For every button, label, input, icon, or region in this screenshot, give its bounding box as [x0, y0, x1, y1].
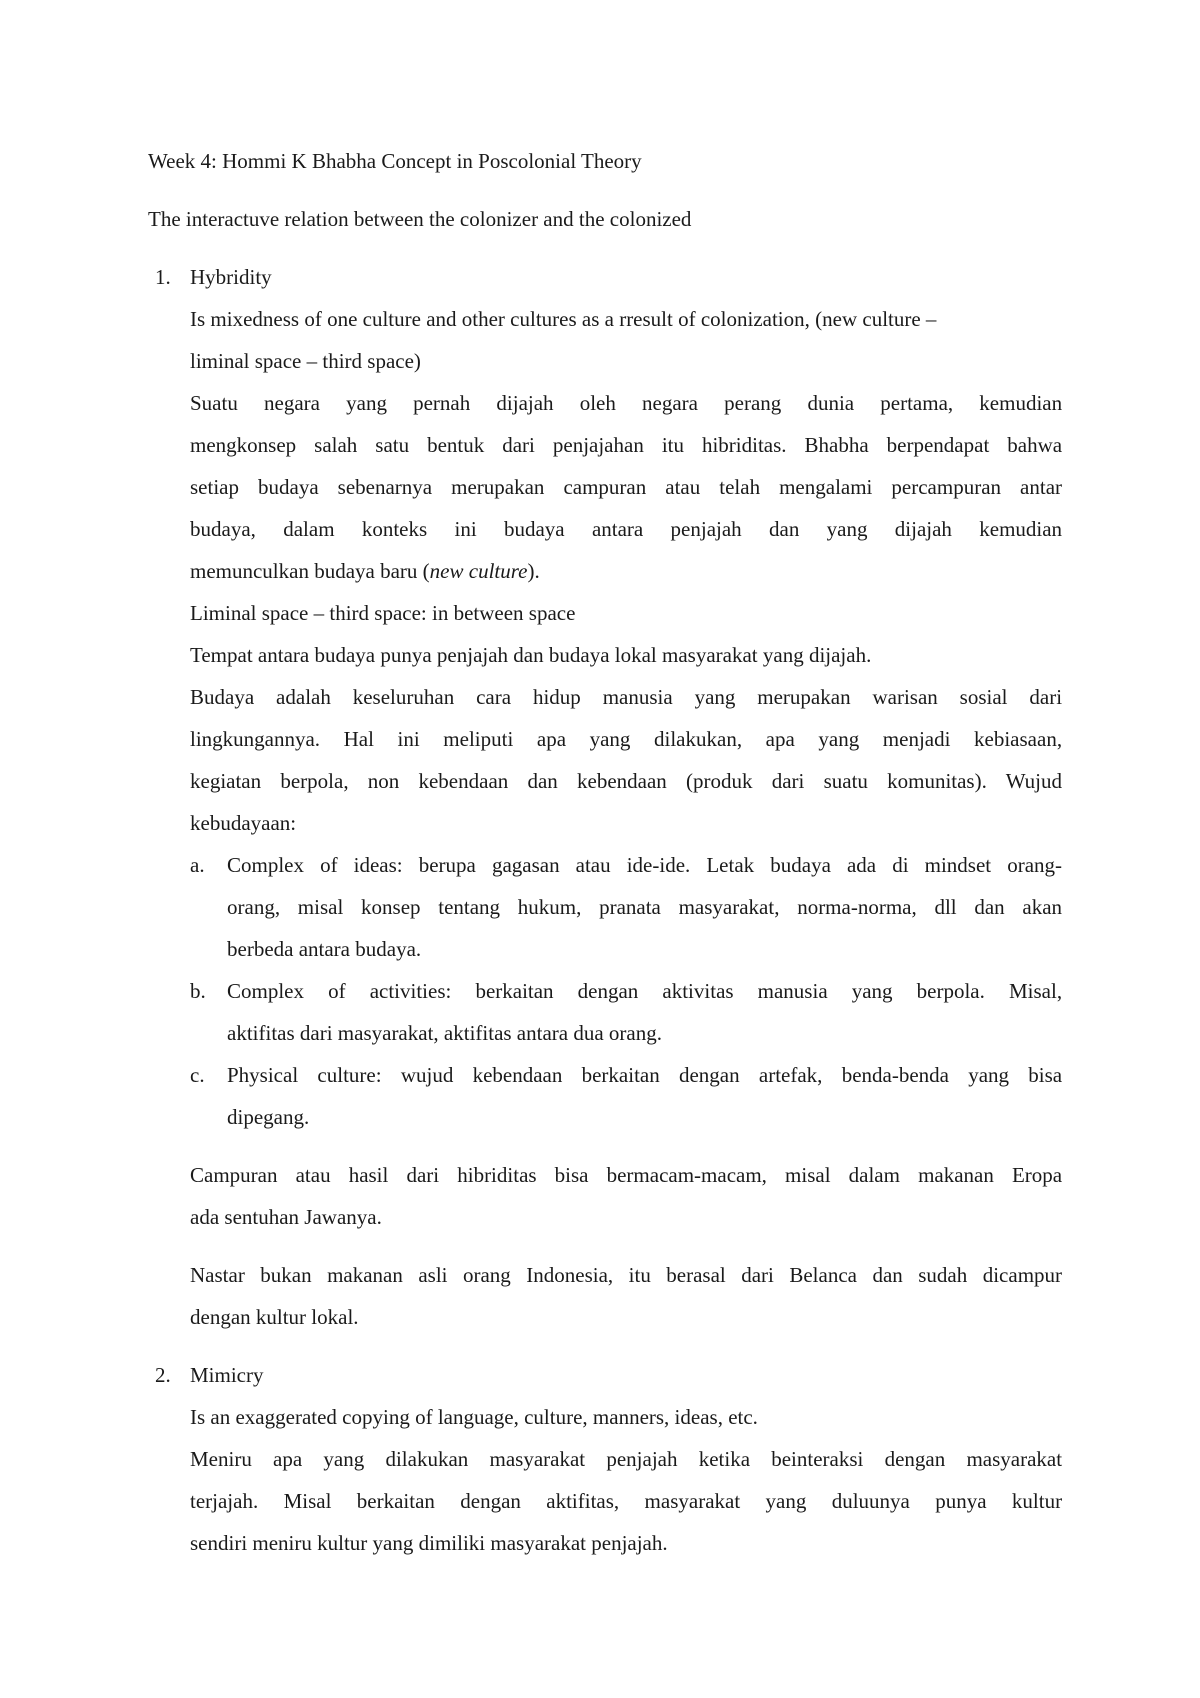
word: activities: — [369, 979, 452, 1003]
word: dunia — [807, 391, 855, 415]
word: akan — [1022, 895, 1063, 919]
word: oleh — [579, 391, 616, 415]
word: orang — [462, 1263, 511, 1287]
word: pernah — [413, 391, 471, 415]
word: Suatu — [190, 391, 238, 415]
word: yang — [346, 391, 387, 415]
paragraph-line — [190, 558, 540, 584]
word: di — [892, 853, 909, 877]
word: bisa — [554, 1163, 589, 1187]
word: yang — [589, 727, 631, 751]
sublist-marker: c. — [190, 1063, 205, 1087]
word: Budaya — [190, 685, 255, 709]
document-title: Week 4: Hommi K Bhabha Concept in Poscolonial Theory — [148, 149, 642, 173]
word: hidup — [532, 685, 581, 709]
word: of — [320, 853, 338, 877]
sublist-item-line — [227, 978, 1062, 1004]
word: keseluruhan — [352, 685, 455, 709]
word: Misal — [283, 1489, 332, 1513]
word: yang — [694, 685, 736, 709]
sublist-marker: a. — [190, 853, 205, 877]
word: dll — [934, 895, 957, 919]
paragraph-line: sendiri meniru kultur yang dimiliki masyarakat penjajah. — [190, 1531, 668, 1555]
word: budaya, — [190, 517, 256, 541]
word: campuran — [563, 475, 647, 499]
word: norma-norma, — [797, 895, 917, 919]
paragraph-text: memunculkan budaya baru ( — [190, 559, 430, 583]
word: asli — [418, 1263, 448, 1287]
word: antara — [591, 517, 644, 541]
word: misal — [297, 895, 344, 919]
word: Meniru — [190, 1447, 252, 1471]
word: atau — [575, 853, 611, 877]
word: masyarakat — [644, 1489, 741, 1513]
word: artefak, — [758, 1063, 823, 1087]
word: tentang — [438, 895, 501, 919]
word: Bhabha — [804, 433, 869, 457]
word: pertama, — [880, 391, 954, 415]
word: komunitas). — [887, 769, 987, 793]
word: bentuk — [427, 433, 485, 457]
liminal-description: Tempat antara budaya punya penjajah dan budaya lokal masyarakat yang dijajah. — [190, 643, 872, 667]
word: Misal, — [1008, 979, 1063, 1003]
word: dari — [502, 433, 535, 457]
word: dalam — [283, 517, 335, 541]
word: mengkonsep — [190, 433, 297, 457]
word: dari — [741, 1263, 774, 1287]
word: dijajah — [496, 391, 554, 415]
word: ide-ide. — [626, 853, 691, 877]
word: berasal — [666, 1263, 726, 1287]
word: konteks — [361, 517, 428, 541]
word: sudah — [918, 1263, 968, 1287]
word: ketika — [698, 1447, 751, 1471]
word: penjajah — [670, 517, 742, 541]
paragraph-line: ada sentuhan Jawanya. — [190, 1205, 382, 1229]
word: bermacam-macam, — [606, 1163, 767, 1187]
sublist-item-line — [227, 852, 1062, 878]
word: of — [328, 979, 346, 1003]
paragraph-line — [190, 1488, 1062, 1514]
word: aktivitas — [662, 979, 734, 1003]
word: negara — [642, 391, 698, 415]
word: dari — [771, 769, 805, 793]
word: hibriditas — [457, 1163, 537, 1187]
word: Nastar — [190, 1263, 245, 1287]
word: kebiasaan, — [974, 727, 1063, 751]
section-heading-mimicry: Mimicry — [190, 1363, 264, 1387]
word: Campuran — [190, 1163, 278, 1187]
word: Complex — [227, 853, 304, 877]
word: Wujud — [1005, 769, 1063, 793]
word: Hal — [343, 727, 374, 751]
word: berkaitan — [356, 1489, 435, 1513]
word: setiap — [190, 475, 239, 499]
word: apa — [765, 727, 795, 751]
word: menjadi — [882, 727, 951, 751]
word: hukum, — [517, 895, 582, 919]
word: Letak — [706, 853, 755, 877]
sublist-item-line — [227, 894, 1062, 920]
word: hasil — [348, 1163, 389, 1187]
word: bukan — [260, 1263, 312, 1287]
word: negara — [264, 391, 320, 415]
word: berkaitan — [475, 979, 554, 1003]
word: dilakukan — [385, 1447, 469, 1471]
word: itu — [628, 1263, 651, 1287]
word: berpendapat — [886, 433, 990, 457]
word: penjajah — [606, 1447, 678, 1471]
word: atau — [295, 1163, 331, 1187]
word: dijajah — [894, 517, 952, 541]
word: sosial — [959, 685, 1008, 709]
word: merupakan — [451, 475, 545, 499]
word: berkaitan — [581, 1063, 660, 1087]
word: masyarakat — [966, 1447, 1063, 1471]
word: makanan — [918, 1163, 994, 1187]
sublist-item-line: berbeda antara budaya. — [227, 937, 422, 961]
paragraph-text: ). — [527, 559, 540, 583]
word: berpola, — [280, 769, 349, 793]
paragraph-line — [190, 684, 1062, 710]
word: pranata — [599, 895, 661, 919]
word: culture: — [317, 1063, 382, 1087]
word: telah — [719, 475, 761, 499]
word: bisa — [1028, 1063, 1063, 1087]
word: terjajah. — [190, 1489, 259, 1513]
paragraph-line — [190, 474, 1062, 500]
sublist-item-line: dipegang. — [227, 1105, 310, 1129]
word: ada — [846, 853, 877, 877]
paragraph-line: kebudayaan: — [190, 811, 297, 835]
word: (produk — [686, 769, 753, 793]
word: aktifitas, — [546, 1489, 620, 1513]
word: atau — [665, 475, 701, 499]
word: orang- — [1007, 853, 1063, 877]
paragraph-line — [190, 390, 1062, 416]
word: Indonesia, — [526, 1263, 614, 1287]
word: berupa — [418, 853, 476, 877]
word: sebenarnya — [337, 475, 433, 499]
word: kegiatan — [190, 769, 262, 793]
hybridity-definition: Is mixedness of one culture and other cultures as a rresult of colonization, (new culture – — [190, 307, 937, 331]
word: makanan — [327, 1263, 403, 1287]
word: budaya — [503, 517, 565, 541]
word: wujud — [400, 1063, 454, 1087]
word: Complex — [227, 979, 304, 1003]
hybridity-definition-cont: liminal space – third space) — [190, 349, 421, 373]
word: mindset — [924, 853, 992, 877]
word: masyarakat — [489, 1447, 586, 1471]
word: dengan — [577, 979, 639, 1003]
word: orang, — [227, 895, 281, 919]
word: antar — [1020, 475, 1063, 499]
word: dalam — [848, 1163, 900, 1187]
paragraph-line: dengan kultur lokal. — [190, 1305, 359, 1329]
word: bahwa — [1007, 433, 1063, 457]
word: warisan — [872, 685, 938, 709]
word: kultur — [1011, 1489, 1063, 1513]
word: satu — [375, 433, 410, 457]
word: gagasan — [491, 853, 560, 877]
word: dengan — [460, 1489, 521, 1513]
word: misal — [785, 1163, 831, 1187]
word: yang — [968, 1063, 1010, 1087]
list-number: 1. — [155, 265, 171, 289]
word: yang — [826, 517, 868, 541]
word: yang — [765, 1489, 807, 1513]
italic-term: new culture — [429, 559, 528, 583]
word: ideas: — [353, 853, 403, 877]
word: yang — [851, 979, 893, 1003]
word: dan — [527, 769, 558, 793]
mimicry-definition: Is an exaggerated copying of language, culture, manners, ideas, etc. — [190, 1405, 758, 1429]
word: yang — [323, 1447, 365, 1471]
sublist-marker: b. — [190, 979, 206, 1003]
word: masyarakat, — [678, 895, 780, 919]
word: dan — [769, 517, 800, 541]
word: ini — [454, 517, 477, 541]
word: benda-benda — [841, 1063, 949, 1087]
paragraph-line — [190, 768, 1062, 794]
word: cara — [476, 685, 512, 709]
word: kemudian — [979, 517, 1063, 541]
word: percampuran — [891, 475, 1002, 499]
word: budaya — [770, 853, 831, 877]
word: manusia — [602, 685, 673, 709]
paragraph-line — [190, 1162, 1062, 1188]
word: merupakan — [757, 685, 851, 709]
word: mengalami — [779, 475, 873, 499]
word: berpola. — [916, 979, 985, 1003]
word: adalah — [276, 685, 331, 709]
paragraph-line — [190, 1262, 1062, 1288]
word: non — [367, 769, 400, 793]
word: Belanca — [789, 1263, 857, 1287]
word: dilakukan, — [654, 727, 743, 751]
word: meliputi — [443, 727, 514, 751]
word: kemudian — [979, 391, 1063, 415]
word: dengan — [884, 1447, 946, 1471]
word: hibriditas. — [701, 433, 787, 457]
word: budaya — [258, 475, 319, 499]
word: ini — [397, 727, 420, 751]
word: yang — [818, 727, 860, 751]
word: perang — [724, 391, 782, 415]
word: punya — [935, 1489, 987, 1513]
word: itu — [661, 433, 684, 457]
word: beinteraksi — [771, 1447, 864, 1471]
word: dicampur — [982, 1263, 1063, 1287]
word: dari — [406, 1163, 440, 1187]
word: dan — [974, 895, 1005, 919]
word: lingkungannya. — [190, 727, 321, 751]
word: suatu — [823, 769, 868, 793]
word: dan — [872, 1263, 903, 1287]
sublist-item-line: aktifitas dari masyarakat, aktifitas antara dua orang. — [227, 1021, 662, 1045]
list-number: 2. — [155, 1363, 171, 1387]
word: Eropa — [1011, 1163, 1063, 1187]
word: apa — [536, 727, 567, 751]
word: manusia — [757, 979, 828, 1003]
document-subtitle: The interactuve relation between the colonizer and the colonized — [148, 207, 692, 231]
word: salah — [314, 433, 358, 457]
paragraph-line — [190, 1446, 1062, 1472]
word: duluunya — [831, 1489, 910, 1513]
word: kebendaan — [418, 769, 509, 793]
word: kebendaan — [472, 1063, 563, 1087]
word: apa — [273, 1447, 303, 1471]
word: konsep — [361, 895, 421, 919]
word: penjajahan — [552, 433, 644, 457]
paragraph-line — [190, 432, 1062, 458]
word: Physical — [227, 1063, 299, 1087]
word: dengan — [678, 1063, 740, 1087]
word: dari — [1029, 685, 1063, 709]
paragraph-line — [190, 516, 1062, 542]
liminal-heading: Liminal space – third space: in between space — [190, 601, 576, 625]
section-heading-hybridity: Hybridity — [190, 265, 272, 289]
paragraph-line — [190, 726, 1062, 752]
sublist-item-line — [227, 1062, 1062, 1088]
word: kebendaan — [577, 769, 667, 793]
